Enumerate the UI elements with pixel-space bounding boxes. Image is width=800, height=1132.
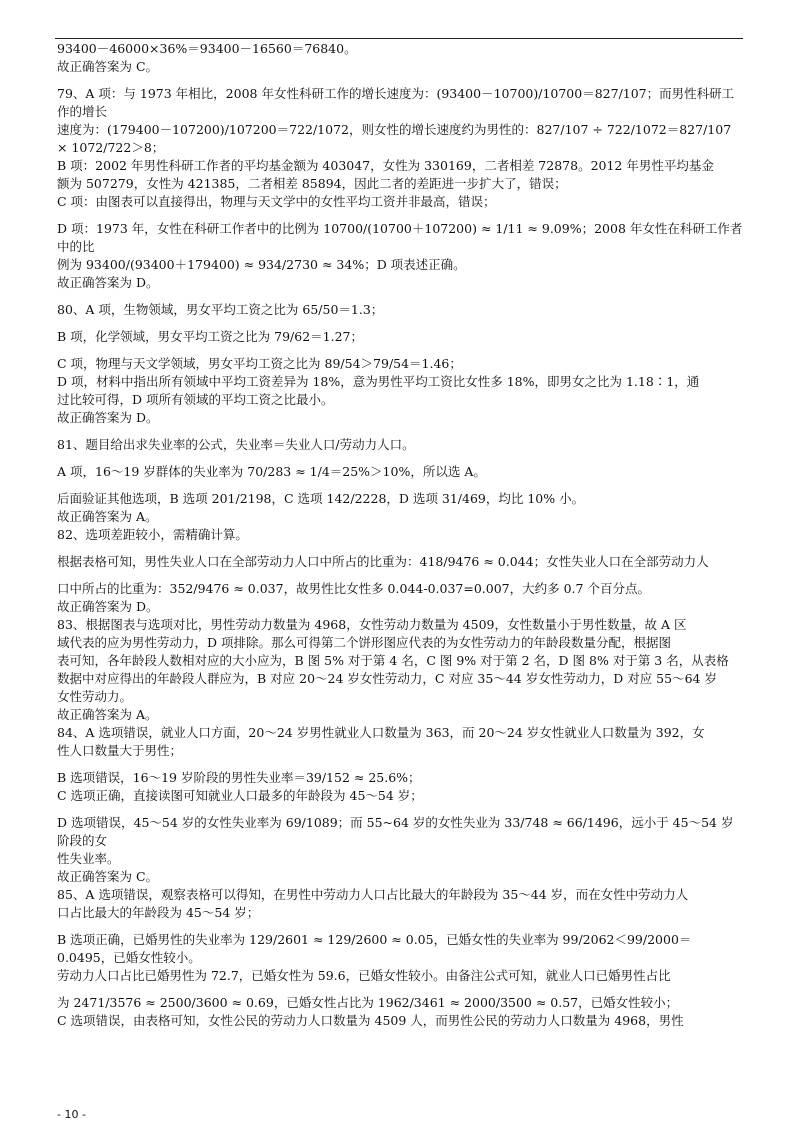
- header-rule: [55, 38, 743, 39]
- text-line: D 项，材料中指出所有领域中平均工资差异为 18%，意为男性平均工资比女性多 18%，即男女之比为 1.18∶1，通: [57, 374, 700, 389]
- text-line: 表可知，各年龄段人数相对应的大小应为，B 图 5% 对于第 4 名，C 图 9% 对于第 2 名，D 图 8% 对于第 3 名，从表格: [57, 653, 729, 668]
- text-line: 数据中对应得出的年龄段人群应为，B 对应 20～24 岁女性劳动力，C 对应 35～44 岁女性劳动力，D 对应 55～64 岁: [57, 671, 717, 686]
- text-line: 故正确答案为 A。: [57, 509, 158, 524]
- text-line: 93400－46000×36%＝93400－16560＝76840。: [57, 41, 357, 56]
- text-line: B 选项错误，16～19 岁阶段的男性失业率＝39/152 ≈ 25.6%；: [57, 770, 421, 785]
- text-line: 根据表格可知，男性失业人口在全部劳动力人口中所占的比重为：418/9476 ≈ 0.044；女性失业人口在全部劳动力人: [57, 554, 709, 569]
- text-line: 80、A 项，生物领域，男女平均工资之比为 65/50＝1.3；: [57, 302, 384, 317]
- text-line: 故正确答案为 D。: [57, 410, 159, 425]
- text-line: 故正确答案为 D。: [57, 599, 159, 614]
- text-line: 口中所占的比重为：352/9476 ≈ 0.037，故男性比女性多 0.044-0.037=0.007，大约多 0.7 个百分点。: [57, 581, 650, 596]
- page-number: - 10 -: [57, 1108, 86, 1121]
- text-line: C 选项错误，由表格可知，女性公民的劳动力人口数量为 4509 人，而男性公民的劳动力人口数量为 4968，男性: [57, 1013, 684, 1028]
- text-line: 故正确答案为 C。: [57, 869, 159, 884]
- text-line: B 项：2002 年男性科研工作者的平均基金额为 403047，女性为 330169，二者相差 72878。2012 年男性平均基金: [57, 158, 714, 173]
- text-line: 额为 507279，女性为 421385，二者相差 85894，因此二者的差距进一步扩大了，错误；: [57, 176, 567, 191]
- document-body: [57, 40, 743, 1030]
- text-line: 域代表的应为男性劳动力，D 项排除。那么可得第二个饼形图应代表的为女性劳动力的年龄段数量分配，根据图: [57, 635, 671, 650]
- text-line: D 项：1973 年，女性在科研工作者中的比例为 10700/(10700＋107200) ≈ 1/11 ≈ 9.09%；2008 年女性在科研工作者中的比: [57, 221, 743, 254]
- text-line: 过比较可得，D 项所有领域的平均工资之比最小。: [57, 392, 334, 407]
- text-line: 82、选项差距较小，需精确计算。: [57, 527, 248, 542]
- text-line: 故正确答案为 D。: [57, 275, 159, 290]
- text-line: 81、题目给出求失业率的公式，失业率＝失业人口/劳动力人口。: [57, 437, 415, 452]
- text-line: 性失业率。: [57, 851, 120, 866]
- text-line: B 选项正确，已婚男性的失业率为 129/2601 ≈ 129/2600 ≈ 0.05，已婚女性的失业率为 99/2062＜99/2000＝0.0495，已婚女性较小。: [57, 932, 692, 965]
- text-line: 女性劳动力。: [57, 689, 133, 704]
- text-line: 后面验证其他选项，B 选项 201/2198，C 选项 142/2228，D 选项 31/469，均比 10% 小。: [57, 491, 585, 506]
- text-line: 83、根据图表与选项对比，男性劳动力数量为 4968，女性劳动力数量为 4509，女性数量小于男性数量，故 A 区: [57, 617, 687, 632]
- text-line: C 项：由图表可以直接得出，物理与天文学中的女性平均工资并非最高，错误；: [57, 194, 496, 209]
- text-line: 劳动力人口占比已婚男性为 72.7，已婚女性为 59.6，已婚女性较小。由备注公式可知，就业人口已婚男性占比: [57, 968, 671, 983]
- text-line: 例为 93400/(93400＋179400) ≈ 934/2730 ≈ 34%；D 项表述正确。: [57, 257, 466, 272]
- text-line: 85、A 选项错误，观察表格可以得知，在男性中劳动力人口占比最大的年龄段为 35～44 岁，而在女性中劳动力人: [57, 887, 689, 902]
- text-line: A 项，16～19 岁群体的失业率为 70/283 ≈ 1/4＝25%＞10%，所以选 A。: [57, 464, 486, 479]
- text-line: 故正确答案为 A。: [57, 707, 158, 722]
- text-line: B 项，化学领域，男女平均工资之比为 79/62＝1.27；: [57, 329, 363, 344]
- text-line: 故正确答案为 C。: [57, 59, 159, 74]
- text-line: 口占比最大的年龄段为 45～54 岁；: [57, 905, 260, 920]
- text-line: 79、A 项：与 1973 年相比，2008 年女性科研工作的增长速度为：(93400－10700)/10700＝827/107；而男性科研工作的增长: [57, 86, 735, 119]
- text-line: 为 2471/3576 ≈ 2500/3600 ≈ 0.69，已婚女性占比为 1962/3461 ≈ 2000/3500 ≈ 0.57，已婚女性较小；: [57, 995, 679, 1010]
- text-line: C 项，物理与天文学领域，男女平均工资之比为 89/54＞79/54＝1.46；: [57, 356, 462, 371]
- text-line: D 选项错误，45～54 岁的女性失业率为 69/1089；而 55~64 岁的女性失业为 33/748 ≈ 66/1496，远小于 45～54 岁阶段的女: [57, 815, 734, 848]
- text-line: 性人口数量大于男性；: [57, 743, 183, 758]
- text-line: C 选项正确，直接读图可知就业人口最多的年龄段为 45～54 岁；: [57, 788, 423, 803]
- text-line: 速度为：(179400－107200)/107200＝722/1072，则女性的增长速度约为男性的：827/107 ÷ 722/1072＝827/107 × 1072/722＞8；: [57, 122, 732, 155]
- text-line: 84、A 选项错误，就业人口方面，20～24 岁男性就业人口数量为 363，而 20～24 岁女性就业人口数量为 392，女: [57, 725, 705, 740]
